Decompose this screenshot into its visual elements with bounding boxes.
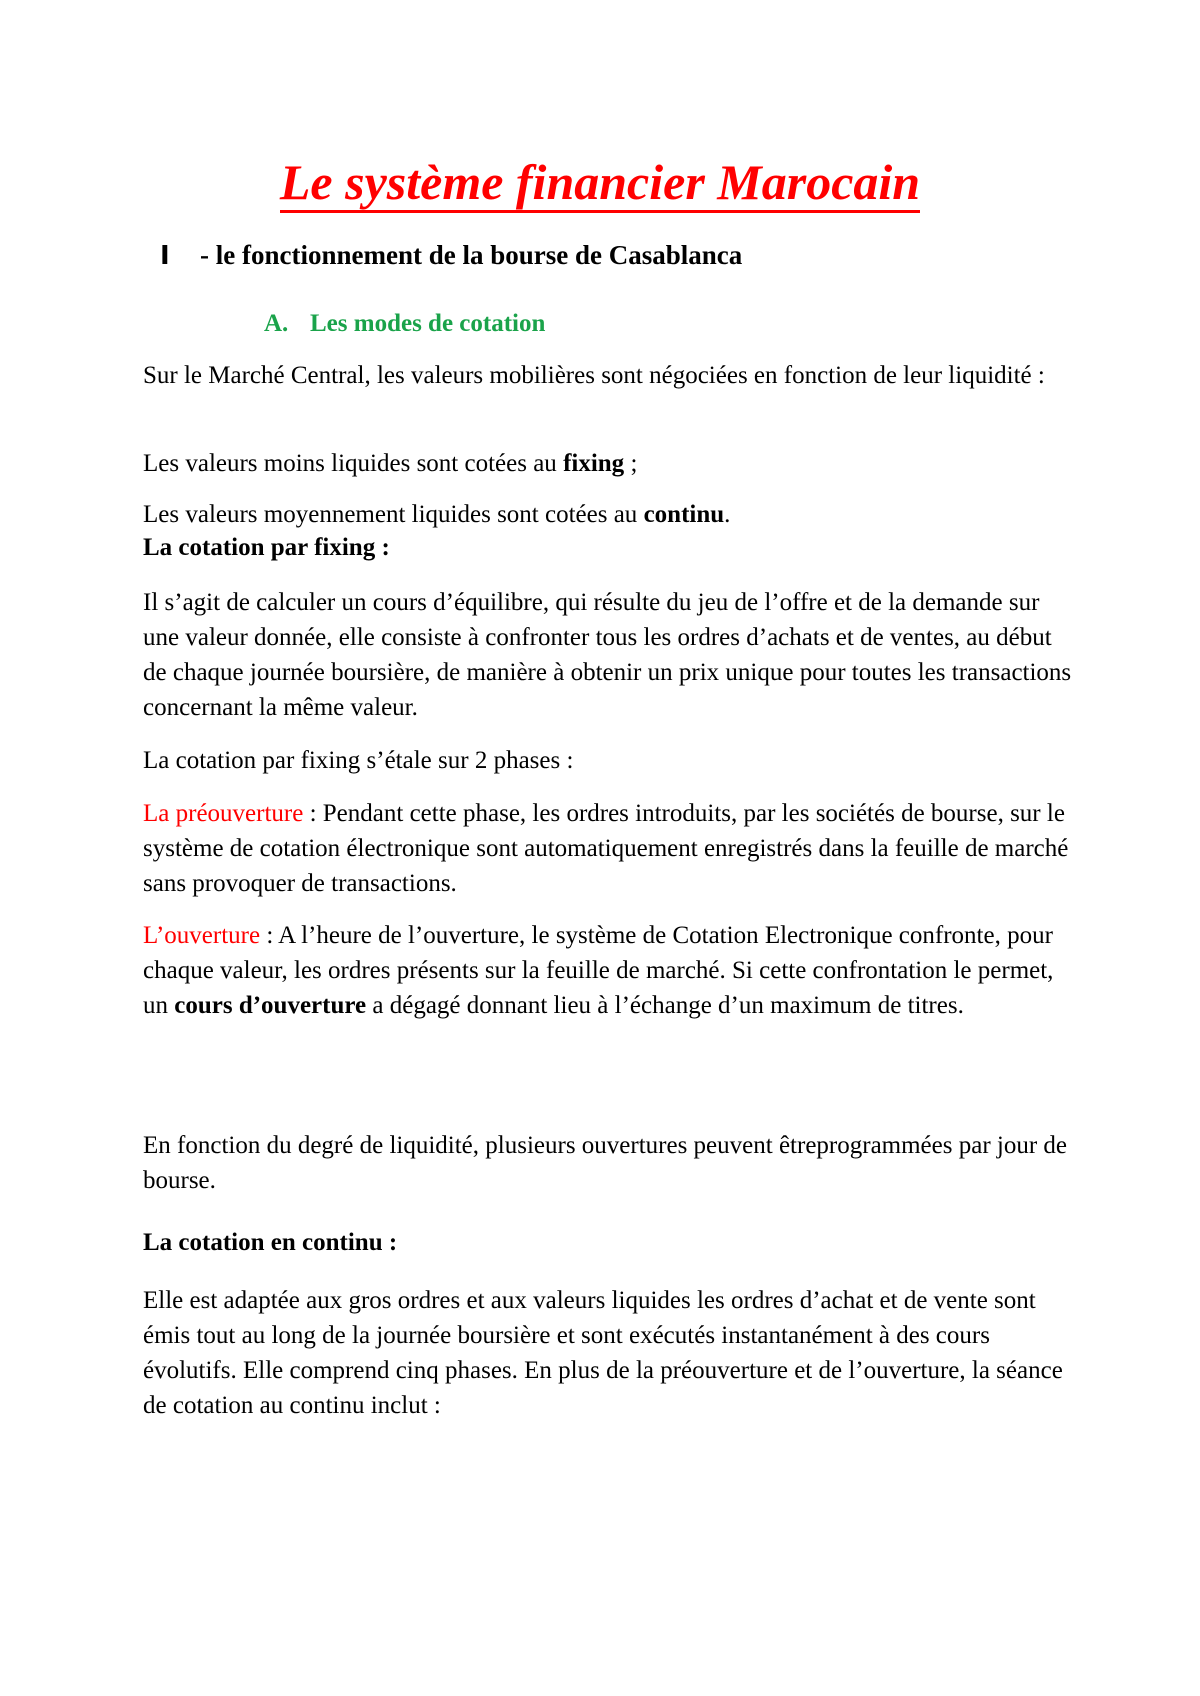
- bold-term-continu: continu: [643, 501, 725, 528]
- paragraph-continu: [143, 497, 1073, 532]
- paragraph-continu-definition: Elle est adaptée aux gros ordres et aux valeurs liquides les ordres d’achat et de vente sont émis tout au long de la journée boursière et sont exécutés instantanément à des cours évolutifs. Elle comprend cinq phases. En plus de la préouverture et de l’ouverture, la séance de cotation au continu inclut :: [143, 1287, 1063, 1419]
- document-title: [0, 152, 1200, 213]
- text-run: Les valeurs moyennement liquides sont cotées au: [143, 501, 644, 528]
- paragraph-liquidite: En fonction du degré de liquidité, plusieurs ouvertures peuvent êtreprogrammées par jour de bourse.: [143, 1132, 1068, 1194]
- text-run: : A l’heure de l’ouverture, le système de Cotation Electronique confronte, pour chaque valeur, les ordres présents sur la feuille de marché. Si cette confrontation le permet, un: [143, 922, 1054, 1019]
- paragraph-ouverture: [143, 918, 1073, 1023]
- text-run: ;: [624, 450, 638, 477]
- paragraph-intro: Sur le Marché Central, les valeurs mobilières sont négociées en fonction de leur liquidité :: [143, 362, 1045, 389]
- section-label: - le fonctionnement de la bourse de Casablanca: [200, 240, 743, 270]
- text-run: a dégagé donnant lieu à l’échange d’un maximum de titres.: [366, 992, 964, 1019]
- subsection-label: Les modes de cotation: [310, 310, 546, 337]
- text-run: Les valeurs moins liquides sont cotées au: [143, 450, 564, 477]
- document-title-text: Le système financier Marocain: [280, 154, 920, 213]
- section-heading-1: [160, 238, 742, 273]
- paragraph-fixing-definition: Il s’agit de calculer un cours d’équilibre, qui résulte du jeu de l’offre et de la demande sur une valeur donnée, elle consiste à confronter tous les ordres d’achats et de ventes, au début de chaque journée boursière, de manière à obtenir un prix unique pour toutes les transactions concernant la même valeur.: [143, 589, 1072, 721]
- text-run: .: [724, 501, 731, 528]
- subsection-letter: A.: [264, 310, 289, 337]
- paragraph-fixing: [143, 446, 1073, 481]
- section-number: I: [160, 241, 170, 271]
- paragraph-phases: La cotation par fixing s’étale sur 2 phases :: [143, 747, 574, 774]
- paragraph-preouverture: [143, 796, 1073, 901]
- subsection-heading-a: [264, 308, 545, 340]
- heading-cotation-fixing: La cotation par fixing :: [143, 534, 390, 561]
- heading-cotation-continu: La cotation en continu :: [143, 1229, 398, 1256]
- term-ouverture: L’ouverture: [143, 922, 261, 949]
- bold-term-cours-ouverture: cours d’ouverture: [174, 992, 367, 1019]
- bold-term-fixing: fixing: [563, 450, 625, 477]
- text-run: : Pendant cette phase, les ordres introduits, par les sociétés de bourse, sur le système de cotation électronique sont automatiquement enregistrés dans la feuille de marché sans provoquer de transactions.: [143, 800, 1069, 897]
- term-preouverture: La préouverture: [143, 800, 304, 827]
